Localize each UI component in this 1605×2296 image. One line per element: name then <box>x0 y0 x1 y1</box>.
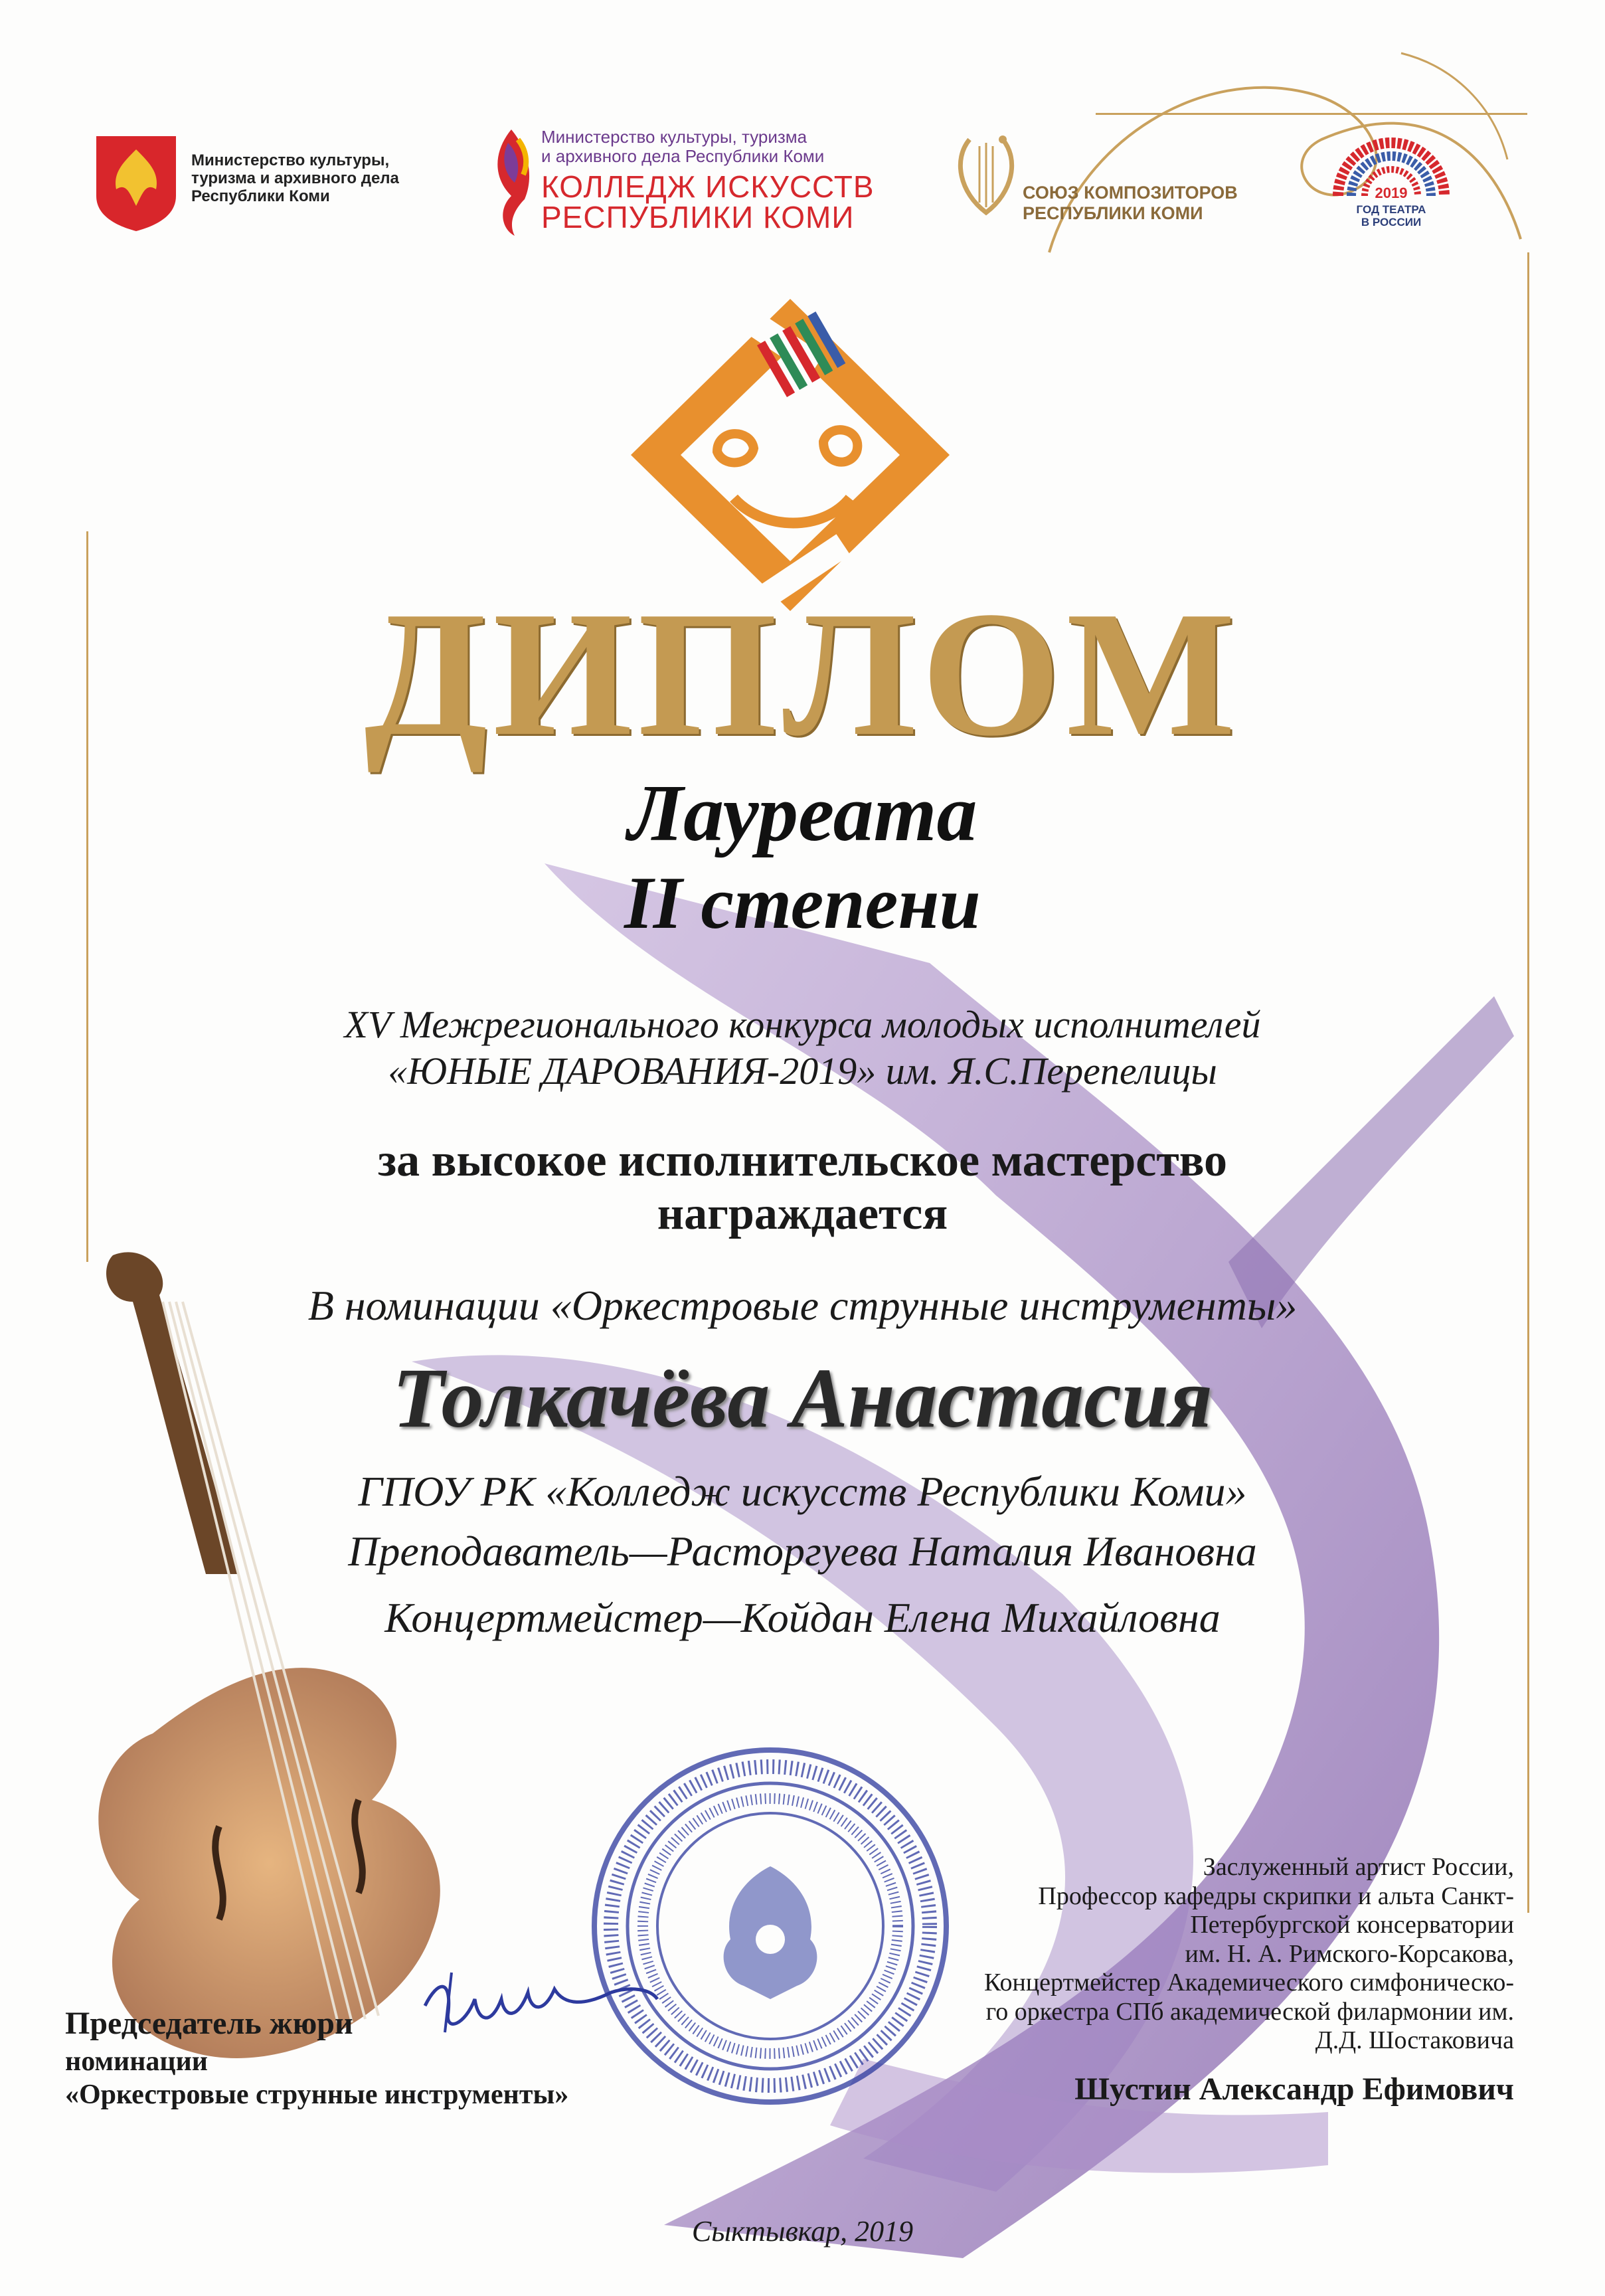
contest-name-line-1: XV Межрегионального конкурса молодых исполнителей <box>344 1003 1261 1046</box>
recipient-name: Толкачёва Анастасия <box>392 1351 1213 1445</box>
award-verb: награждается <box>657 1188 948 1239</box>
college-flame-icon <box>485 123 538 239</box>
jury-chair-name: Шустин Александр Ефимович <box>1074 2072 1514 2107</box>
chair-signature <box>412 1959 664 2059</box>
contest-emblem <box>618 286 963 624</box>
college-line-2: и архивного дела Республики Коми <box>541 146 825 166</box>
jury-bio-line-5: Концертмейстер Академического симфоническо- <box>984 1969 1514 1996</box>
place-and-date: Сыктывкар, 2019 <box>691 2215 914 2248</box>
accompanist-line: Концертмейстер—Койдан Елена Михайловна <box>384 1594 1221 1641</box>
nomination-line: В номинации «Оркестровые струнные инструменты» <box>307 1282 1298 1329</box>
jury-chair-nomination-label: номинации <box>65 2046 209 2077</box>
jury-bio-line-1: Заслуженный артист России, <box>1203 1853 1514 1881</box>
ministry-line-1: Министерство культуры, <box>191 151 390 169</box>
institution-line: ГПОУ РК «Колледж искусств Республики Коми» <box>358 1468 1247 1515</box>
jury-bio-line-2: Профессор кафедры скрипки и альта Санкт- <box>1038 1882 1514 1910</box>
jury-bio-line-6: го оркестра СПб академической филармонии им. <box>985 1997 1514 2026</box>
theatre-line-2: В РОССИИ <box>1361 216 1422 228</box>
contest-name-line-2: «ЮНЫЕ ДАРОВАНИЯ-2019» им. Я.С.Перепелицы <box>388 1049 1217 1093</box>
degree-subtitle: II степени <box>624 862 981 944</box>
lyre-icon <box>950 133 1023 219</box>
theatre-year-text <box>1341 203 1441 228</box>
jury-bio-line-7: Д.Д. Шостаковича <box>1315 2026 1514 2054</box>
composers-line-2: РЕСПУБЛИКИ КОМИ <box>1023 203 1203 223</box>
teacher-line: Преподаватель—Расторгуева Наталия Ивановна <box>348 1528 1257 1575</box>
ministry-line-2: туризма и архивного дела <box>191 169 399 187</box>
gold-swirl-ornament <box>1029 40 1534 266</box>
college-line-1: Министерство культуры, туризма <box>541 127 807 147</box>
college-line-3: КОЛЛЕДЖ ИСКУССТВ <box>541 169 875 204</box>
theatre-year-number: 2019 <box>1375 185 1408 201</box>
theatre-line-1: ГОД ТЕАТРА <box>1356 203 1426 216</box>
jury-bio <box>916 1853 1514 2056</box>
diploma-title: ДИПЛОМ <box>364 574 1241 773</box>
college-line-4: РЕСПУБЛИКИ КОМИ <box>541 200 855 234</box>
ministry-line-3: Республики Коми <box>191 187 330 205</box>
composers-line-1: СОЮЗ КОМПОЗИТОРОВ <box>1023 183 1238 203</box>
laureate-subtitle: Лауреата <box>628 768 977 858</box>
jury-bio-line-3: Петербургской консерватории <box>1190 1911 1514 1939</box>
jury-chair-title: Председатель жюри <box>65 2006 353 2041</box>
komi-coat-of-arms-icon <box>93 133 179 232</box>
composers-logo-text <box>1023 183 1238 224</box>
college-logo-large-text <box>541 171 875 232</box>
award-reason: за высокое исполнительское мастерство <box>377 1135 1228 1186</box>
ministry-logo-text <box>191 151 399 205</box>
college-logo-small-text <box>541 128 824 166</box>
jury-bio-line-4: им. Н. А. Римского-Корсакова, <box>1185 1939 1514 1968</box>
jury-chair-nomination: «Оркестровые струнные инструменты» <box>65 2079 569 2110</box>
